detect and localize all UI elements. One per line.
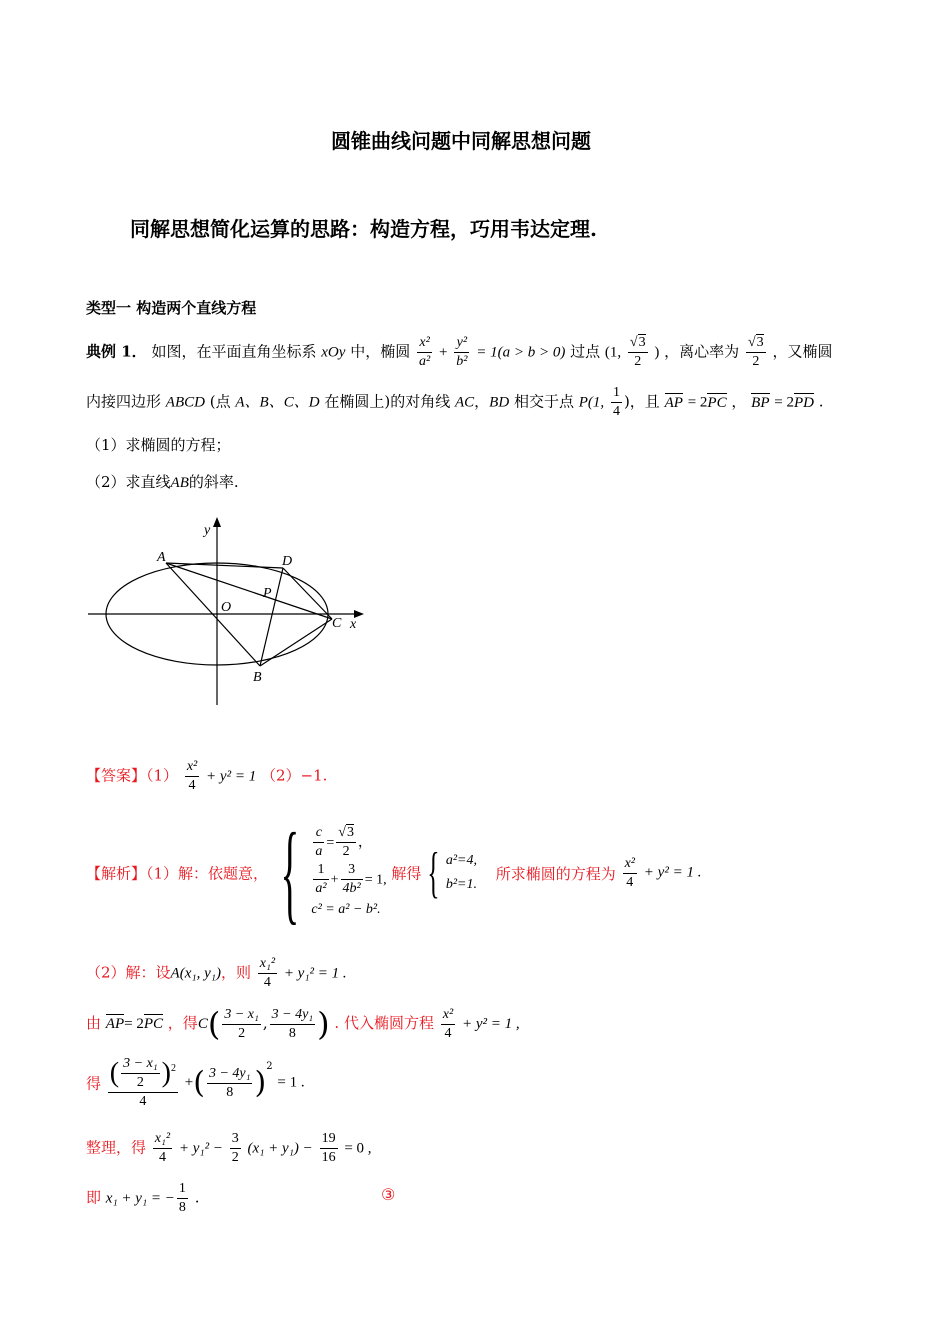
math-a-point: A(x₁, y₁)	[170, 965, 221, 982]
example-label: 典例 1．	[86, 342, 147, 361]
analysis-line-5	[86, 1130, 372, 1167]
answer-tag: 【答案】	[86, 766, 147, 785]
text: （2）求直线	[86, 473, 171, 491]
paren-close: )	[317, 1005, 330, 1043]
text: .	[818, 392, 824, 411]
math-xoy: xOy	[321, 344, 346, 361]
text: )，且	[623, 392, 660, 411]
math-eq: = 0 ,	[344, 1140, 372, 1157]
comma: ,	[262, 1014, 268, 1032]
ellipse-figure	[80, 515, 380, 715]
math-ac: AC	[454, 394, 475, 411]
frac-3-2: $\frac{3}{2}$	[231, 1131, 239, 1165]
text: ，	[474, 392, 490, 411]
math-abcd: ABCD	[165, 394, 205, 411]
vec-pc: PC	[707, 394, 727, 411]
text: 相交于点	[513, 392, 574, 411]
text: . 代入椭圆方程	[334, 1014, 434, 1032]
analysis-part-2	[86, 955, 347, 992]
example-line-2	[86, 384, 824, 421]
frac-ecc: $\frac{√3}{2}$	[747, 335, 764, 369]
text: 整理，得	[86, 1138, 147, 1157]
text: ，	[731, 392, 747, 411]
math-c: C	[197, 1016, 208, 1032]
paren-open: (	[193, 1065, 205, 1101]
analysis-line-3	[86, 1005, 520, 1043]
vec-ap: AP	[664, 394, 683, 411]
frac-sqrt3-2: $\frac{√3}{2}$	[629, 335, 646, 369]
text: 内接四边形	[86, 392, 162, 411]
label-c: C	[332, 616, 342, 631]
question-1: （1）求椭圆的方程；	[86, 436, 231, 454]
frac-x2a2: $\frac{\text{x²}}{\text{a²}}$	[418, 335, 431, 369]
frac-1-4: $\frac{1}{4}$	[612, 385, 620, 419]
text: ，离心率为	[664, 342, 740, 361]
text: .	[194, 1188, 200, 1207]
page-subtitle: 同解思想简化运算的思路：构造方程，巧用韦达定理.	[130, 217, 597, 241]
vec-bp: BP	[751, 394, 770, 411]
math-bd: BD	[489, 394, 510, 411]
text: 所求椭圆的方程为	[495, 864, 616, 883]
frac-3m4y1-8: $\frac{\text{3 − 4y₁}}{8}$	[271, 1006, 314, 1041]
section-heading: 类型一 构造两个直线方程	[86, 299, 257, 317]
y-arrow	[213, 517, 221, 527]
answer-line	[86, 758, 327, 795]
math-eq: + y₁² = 1 .	[283, 965, 347, 982]
label-y: y	[204, 523, 211, 538]
left-brace-2: {	[427, 842, 440, 904]
frac-3m4y1-8b: $\frac{\text{3 − 4y₁}}{8}$	[208, 1065, 251, 1100]
system-1: $\frac{c}{a}$ = $\frac{√3}{2}$ ， $\frac{1}{\text{a²}}$ + $\frac{3}{\text{4b²}}$ = 1, c² = a² − b².	[311, 825, 387, 917]
text: ，又椭圆	[772, 342, 833, 361]
label-o: O	[221, 600, 232, 615]
math-term: (x₁ + y₁) −	[247, 1140, 313, 1157]
text: （2）解：设	[86, 963, 171, 982]
example-line-1	[86, 334, 832, 371]
frac-y2b2: $\frac{\text{y²}}{\text{b²}}$	[456, 335, 468, 369]
text: 由	[86, 1014, 102, 1032]
label-x: x	[350, 617, 357, 632]
math-eq: = 2	[774, 394, 794, 411]
math-term: + y₁² −	[178, 1140, 223, 1157]
system-2: a²=4, b²=1.	[445, 853, 478, 892]
analysis-tag: 【解析】	[86, 864, 147, 883]
left-brace: {	[280, 811, 300, 935]
label-d: D	[282, 554, 293, 569]
segment-cb	[260, 619, 332, 666]
paren-open: (	[207, 1005, 221, 1043]
math-eq: = 2	[124, 1016, 144, 1032]
analysis-part-1	[86, 813, 701, 933]
plus: +	[184, 1074, 194, 1091]
segment-bd	[260, 568, 283, 666]
text: 如图，在平面直角坐标系	[151, 342, 317, 361]
math-ab: AB	[170, 475, 189, 491]
vec-pc: PC	[143, 1016, 164, 1032]
math-eq: = 2	[687, 394, 708, 411]
analysis-line-6	[86, 1180, 199, 1217]
math-eq: + y² = 1 ,	[461, 1016, 520, 1032]
text: （1）	[146, 766, 179, 785]
math-eq: + y² = 1 .	[643, 864, 702, 881]
vec-pd: PD	[794, 394, 814, 411]
text: ，则	[220, 963, 251, 982]
math-point: (1,	[604, 344, 622, 361]
math-cond: = 1(a > b > 0)	[476, 344, 566, 361]
math-eq: = 1 .	[277, 1074, 305, 1091]
text: (点	[209, 392, 231, 411]
plus: +	[438, 344, 448, 361]
paren-close: )	[254, 1065, 267, 1101]
equation-marker: ③	[381, 1185, 396, 1204]
label-b: B	[253, 670, 262, 685]
label-a: A	[157, 550, 166, 565]
text: 解得	[391, 864, 422, 883]
frac-1-8: $\frac{1}{8}$	[178, 1181, 186, 1215]
text: 的斜率.	[188, 473, 239, 491]
frac-x2-4b: $\frac{\text{x²}}{4}$	[624, 855, 636, 890]
frac-x2-4: $\frac{\text{x²}}{4}$	[186, 759, 198, 793]
frac-x2-4c: $\frac{\text{x²}}{4}$	[442, 1006, 454, 1041]
vec-ap: AP	[105, 1016, 125, 1032]
frac-big-1: ( $\frac{\text{3 − x₁}}{2}$ )$^2$ 4	[109, 1056, 176, 1109]
math-eq: + y² = 1	[206, 768, 257, 785]
math-eq: x₁ + y₁ = −	[105, 1190, 175, 1207]
text: 即	[86, 1188, 102, 1207]
text: ，得	[167, 1014, 198, 1032]
text: 过点	[570, 342, 601, 361]
frac-19-16: $\frac{19}{16}$	[321, 1131, 336, 1165]
label-p: P	[263, 586, 272, 601]
text: 中，椭圆	[350, 342, 411, 361]
text: （1）解：依题意，	[146, 864, 269, 883]
math-points: A、B、C、D	[235, 394, 320, 411]
text: 得	[86, 1074, 102, 1093]
frac-x1sq-4: $\frac{\text{x₁²}}{4}$	[259, 956, 276, 990]
question-2	[86, 471, 239, 492]
page-title: 圆锥曲线问题中同解思想问题	[331, 129, 591, 153]
text: （2）−1.	[260, 766, 328, 785]
frac-3mx1-2: $\frac{\text{3 − x₁}}{2}$	[224, 1006, 259, 1041]
math-point-close: )	[654, 344, 660, 361]
text: 在椭圆上)的对角线	[324, 392, 451, 411]
frac-x1sq-4b: $\frac{\text{x₁²}}{4}$	[154, 1131, 171, 1165]
analysis-line-4: 得 ( $\frac{\text{3 − x₁}}{2}$ )$^2$ 4 +( $\frac{\text{3 − 4y₁}}{8}$ )$^2$ = 1 .	[86, 1056, 305, 1109]
math-p: P(1,	[578, 394, 605, 411]
